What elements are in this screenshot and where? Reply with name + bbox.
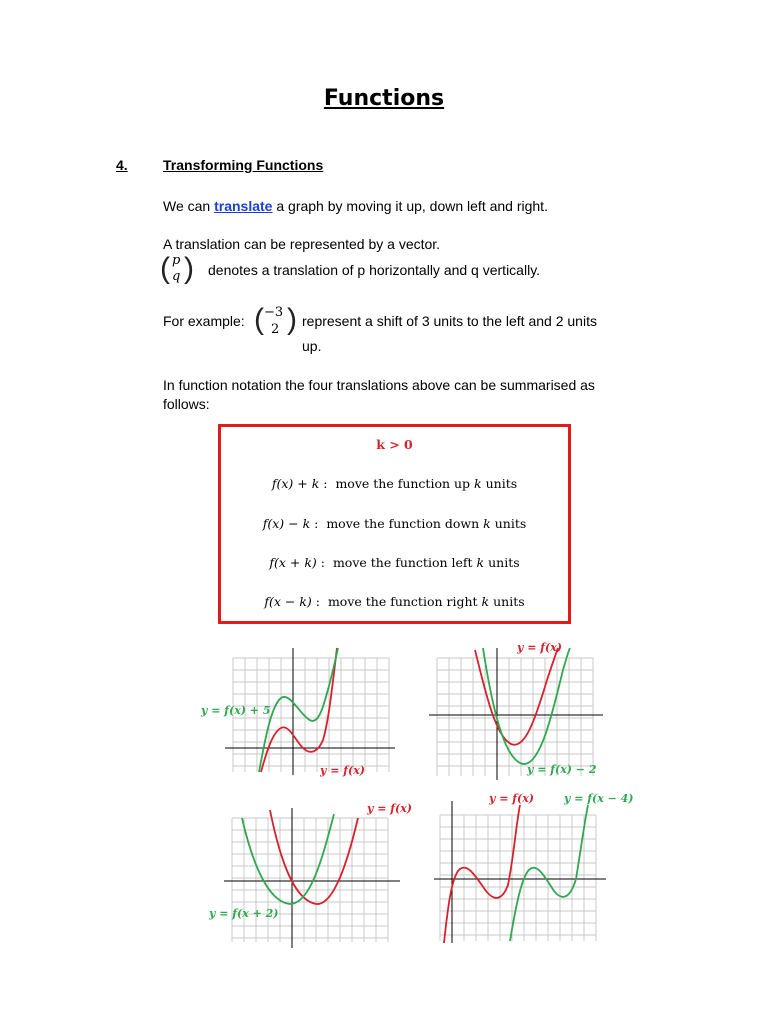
paragraph-notation-1: In function notation the four translations above can be summarised as (163, 377, 595, 393)
section-title: Transforming Functions (163, 157, 324, 173)
vector-top: −3 (264, 305, 284, 320)
label-red: y = f(x) (367, 802, 412, 815)
example-line1: represent a shift of 3 units to the left and 2 units (302, 313, 597, 329)
left-paren: ( (254, 303, 264, 336)
example-line2: up. (302, 338, 322, 354)
graph-shift-right (430, 795, 610, 945)
rule-right: f(x − k) : move the function right k units (264, 594, 525, 609)
rule-up: f(x) + k : move the function up k units (271, 476, 518, 491)
vector-bottom: q (172, 269, 181, 284)
grid (232, 818, 388, 942)
right-paren: ) (287, 303, 297, 336)
example-lead: For example: (163, 313, 245, 329)
label-green: y = f(x + 2) (209, 907, 279, 920)
vector-example (254, 303, 304, 341)
right-paren: ) (184, 252, 194, 285)
vector-top: p (172, 253, 181, 268)
para1-after: a graph by moving it up, down left and right. (272, 198, 548, 214)
vector-bottom: 2 (271, 322, 280, 337)
left-paren: ( (160, 252, 170, 285)
paragraph-translate (163, 197, 548, 216)
label-red: y = f(x) (489, 792, 534, 805)
label-green: y = f(x − 4) (564, 792, 634, 805)
para1-before: We can (163, 198, 215, 214)
label-red: y = f(x) (320, 764, 365, 777)
grid (440, 815, 596, 941)
vector-pq (160, 252, 200, 288)
label-red: y = f(x) (517, 641, 562, 654)
paragraph-vector: A translation can be represented by a vector. (163, 236, 441, 252)
rule-down: f(x) − k : move the function down k units (262, 516, 527, 531)
green-curve (510, 805, 588, 941)
rule-left: f(x + k) : move the function left k units (269, 555, 520, 570)
graph-shift-left (198, 800, 408, 950)
section-number: 4. (116, 157, 128, 173)
condition: k > 0 (376, 437, 413, 452)
page-title: Functions (323, 86, 445, 111)
red-curve (444, 805, 520, 943)
vector-description: denotes a translation of p horizontally and q vertically. (208, 262, 541, 278)
translate-link[interactable]: translate (214, 198, 273, 214)
translation-rules-box (218, 424, 571, 624)
label-green: y = f(x) + 5 (201, 704, 271, 717)
label-green: y = f(x) − 2 (527, 763, 597, 776)
paragraph-notation-2: follows: (163, 396, 210, 412)
